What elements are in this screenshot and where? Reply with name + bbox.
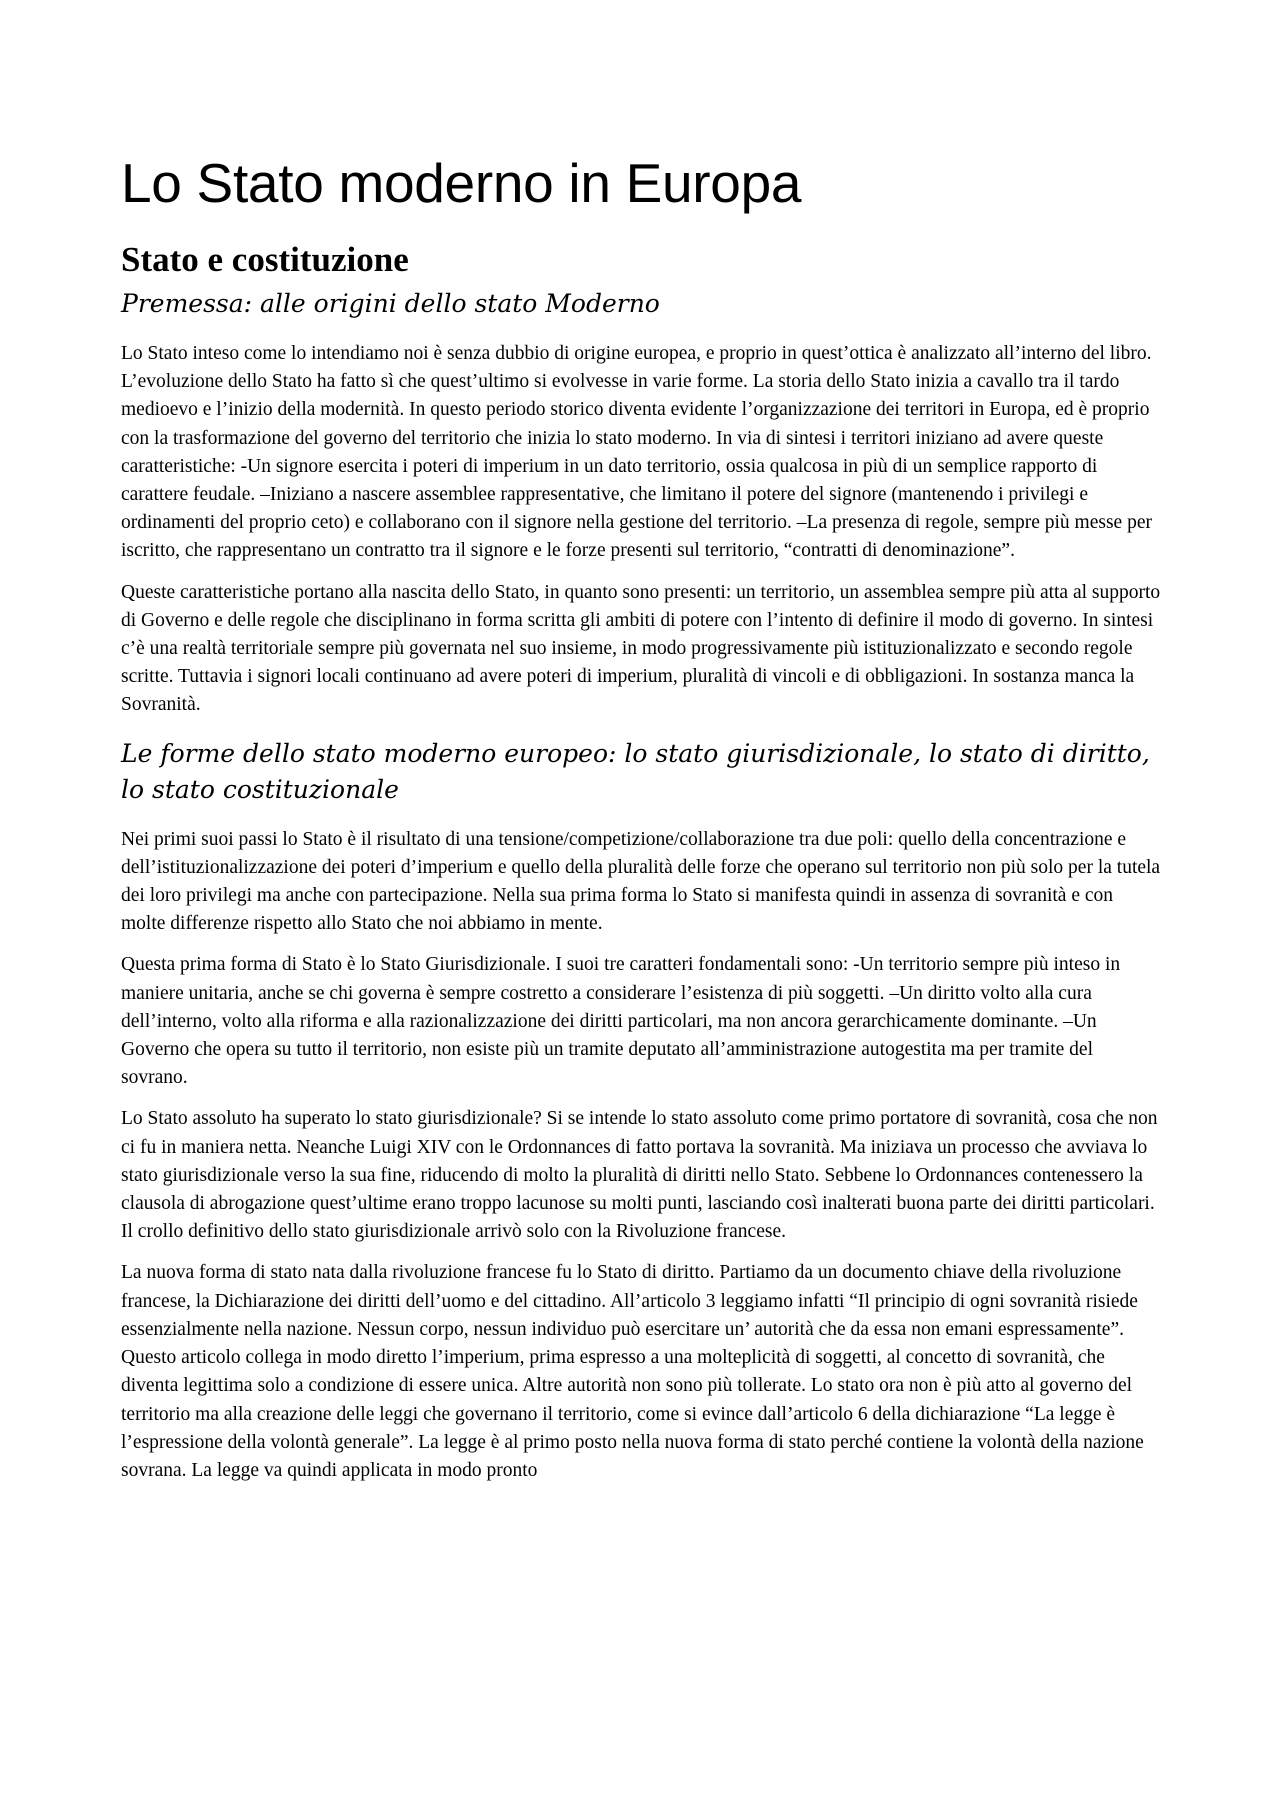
subheading-forme-dello-stato: Le forme dello stato moderno europeo: lo stato giurisdizionale, lo stato di diritto, lo stato costituzionale [121, 738, 1150, 804]
paragraph: Lo Stato inteso come lo intendiamo noi è senza dubbio di origine europea, e proprio in quest’ottica è analizzato all’interno del libro. L’evoluzione dello Stato ha fatto sì che quest’ultimo si evolvesse in varie forme. La storia dello Stato inizia a cavallo tra il tardo medioevo e l’inizio della modernità. In questo periodo storico diventa evidente l’organizzazione dei territori in Europa, ed è proprio con la trasformazione del governo del territorio che inizia lo stato moderno. In via di sintesi i territori iniziano ad avere queste caratteristiche: -Un signore esercita i poteri di imperium in un dato territorio, ossia qualcosa in più di un semplice rapporto di carattere feudale. –Iniziano a nascere assemblee rappresentative, che limitano il potere del signore (mantenendo i privilegi e ordinamenti del proprio ceto) e collaborano con il signore nella gestione del territorio. –La presenza di regole, sempre più messe per iscritto, che rappresentano un contratto tra il signore e le forze presenti sul territorio, “contratti di denominazione”. [121, 343, 1152, 562]
document-page [121, 148, 1161, 1485]
subheading-premessa: Premessa: alle origini dello stato Moderno [121, 289, 660, 318]
paragraph: Lo Stato assoluto ha superato lo stato giurisdizionale? Si se intende lo stato assoluto come primo portatore di sovranità, cosa che non ci fu in maniera netta. Neanche Luigi XIV con le Ordonnances di fatto portava la sovranità. Ma iniziava un processo che avviava lo stato giurisdizionale verso la sua fine, riducendo di molto la pluralità di diritti nello Stato. Sebbene lo Ordonnances contenessero la clausola di abrogazione quest’ultime erano troppo lacunose su molti punti, lasciando così inalterati buona parte dei diritti particolari. Il crollo definitivo dello stato giurisdizionale arrivò solo con la Rivoluzione francese. [121, 1108, 1158, 1243]
paragraph: La nuova forma di stato nata dalla rivoluzione francese fu lo Stato di diritto. Partiamo da un documento chiave della rivoluzione francese, la Dichiarazione dei diritti dell’uomo e del cittadino. All’articolo 3 leggiamo infatti “Il principio di ogni sovranità risiede essenzialmente nella nazione. Nessun corpo, nessun individuo può esercitare un’ autorità che da essa non emani espressamente”. Questo articolo collega in modo diretto l’imperium, prima espresso a una molteplicità di soggetti, al concetto di sovranità, che diventa legittima solo a condizione di essere unica. Altre autorità non sono più tollerate. Lo stato ora non è più atto al governo del territorio ma alla creazione delle leggi che governano il territorio, come si evince dall’articolo 6 della dichiarazione “La legge è l’espressione della volontà generale”. La legge è al primo posto nella nuova forma di stato perché contiene la volontà della nazione sovrana. La legge va quindi applicata in modo pronto [121, 1262, 1144, 1481]
paragraph: Nei primi suoi passi lo Stato è il risultato di una tensione/competizione/collaborazione tra due poli: quello della concentrazione e dell’istituzionalizzazione dei poteri d’imperium e quello della pluralità delle forze che operano sul territorio non più solo per la tutela dei loro privilegi ma anche con partecipazione. Nella sua prima forma lo Stato si manifesta quindi in assenza di sovranità e con molte differenze rispetto allo Stato che noi abbiamo in mente. [121, 828, 1161, 935]
paragraph: Queste caratteristiche portano alla nascita dello Stato, in quanto sono presenti: un territorio, un assemblea sempre più atta al supporto di Governo e delle regole che disciplinano in forma scritta gli ambiti di potere con l’intento di definire il modo di governo. In sintesi c’è una realtà territoriale sempre più governata nel suo insieme, in modo progressivamente più istituzionalizzato e secondo regole scritte. Tuttavia i signori locali continuano ad avere poteri di imperium, pluralità di vincoli e di obbligazioni. In sostanza manca la Sovranità. [121, 581, 1161, 716]
section-heading: Stato e costituzione [121, 240, 409, 279]
document-title: Lo Stato moderno in Europa [121, 152, 802, 214]
paragraph: Questa prima forma di Stato è lo Stato Giurisdizionale. I suoi tre caratteri fondamentali sono: -Un territorio sempre più inteso in maniere unitaria, anche se chi governa è sempre costretto a considerare l’esistenza di più soggetti. –Un diritto volto alla cura dell’interno, volto alla riforma e alla razionalizzazione dei diritti particolari, ma non ancora gerarchicamente dominante. –Un Governo che opera su tutto il territorio, non esiste più un tramite deputato all’amministrazione autogestita ma per tramite del sovrano. [121, 954, 1121, 1089]
